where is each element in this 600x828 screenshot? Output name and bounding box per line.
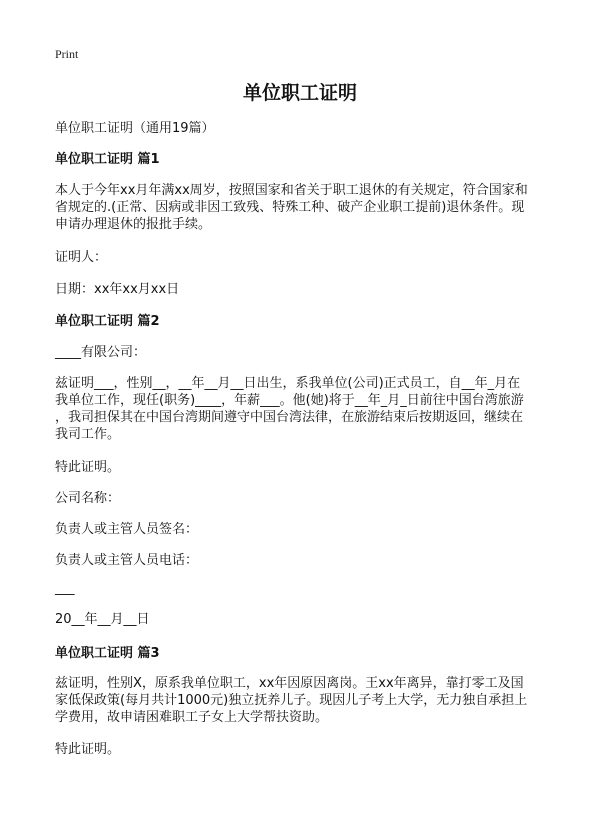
section1-body	[55, 182, 547, 233]
section2-body-line: 兹证明___，性别__，__年__月__日出生，系我单位(公司)正式员工，自__年_月在	[55, 376, 521, 391]
section1-heading: 单位职工证明 篇1	[55, 152, 160, 167]
section3-body	[55, 675, 547, 726]
section2-company-name: 公司名称：	[55, 491, 121, 506]
section2-date: 20__年__月__日	[55, 612, 150, 627]
section1-body-line: 省规定的.(正常、因病或非因工致残、特殊工种、破产企业职工提前)退休条件。现	[55, 200, 525, 215]
section2-company-line: ____有限公司：	[55, 345, 147, 360]
section2-body-line: 我单位工作，现任(职务)____，年薪___。他(她)将于__年_月_日前往中国台湾旅游	[55, 393, 524, 408]
section2-body-line: ，我司担保其在中国台湾期间遵守中国台湾法律，在旅游结束后按期返回，继续在	[55, 410, 524, 425]
section1-body-line: 申请办理退休的报批手续。	[55, 217, 212, 232]
section2-phone: 负责人或主管人员电话：	[55, 553, 199, 568]
section1-date: 日期：xx年xx月xx日	[55, 282, 180, 297]
section2-signature: 负责人或主管人员签名：	[55, 522, 199, 537]
section1-certifier: 证明人：	[55, 250, 108, 265]
section3-special: 特此证明。	[55, 742, 121, 757]
section1-body-line: 本人于今年xx月年满xx周岁，按照国家和省关于职工退休的有关规定，符合国家和	[55, 183, 528, 198]
document-subtitle: 单位职工证明（通用19篇）	[55, 121, 215, 136]
section3-body-line: 兹证明，性别X，原系我单位职工，xx年因原因离岗。王xx年离异，靠打零工及国	[55, 676, 524, 691]
section2-body-line: 我司工作。	[55, 427, 121, 442]
section3-heading: 单位职工证明 篇3	[55, 646, 160, 661]
section2-special: 特此证明。	[55, 460, 121, 475]
section2-body	[55, 375, 547, 443]
section2-blank: ___	[55, 581, 75, 596]
section2-heading: 单位职工证明 篇2	[55, 314, 160, 329]
print-label: Print	[55, 47, 79, 61]
document-title: 单位职工证明	[242, 82, 357, 104]
section3-body-line: 家低保政策(每月共计1000元)独立抚养儿子。现因儿子考上大学，无力独自承担上	[55, 693, 528, 708]
section3-body-line: 学费用，故申请困难职工子女上大学帮扶资助。	[55, 710, 329, 725]
